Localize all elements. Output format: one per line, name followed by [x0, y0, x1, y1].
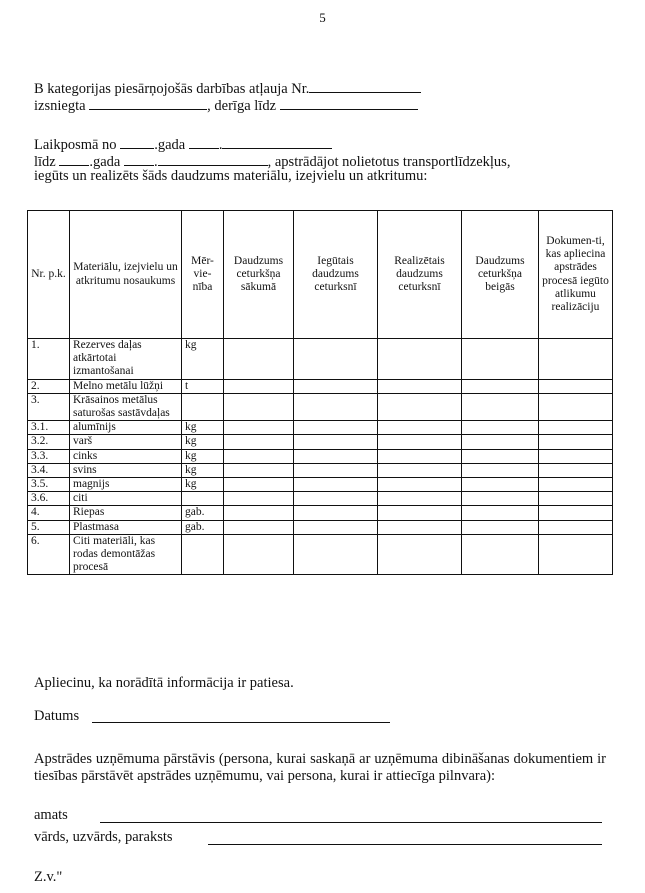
row-material-name: citi — [70, 492, 182, 506]
processing-text: , apstrādājot nolietotus transportlīdzekļus, — [267, 154, 511, 170]
row-material-name: Riepas — [70, 506, 182, 520]
row-nr: 3.6. — [28, 492, 70, 506]
row-sold-qty-cell[interactable] — [378, 478, 462, 492]
row-start-qty-cell[interactable] — [224, 435, 294, 449]
row-material-name: Plastmasa — [70, 520, 182, 534]
row-sold-qty-cell[interactable] — [378, 393, 462, 420]
row-documents-cell[interactable] — [539, 463, 613, 477]
row-end-qty-cell[interactable] — [462, 339, 539, 380]
row-obtained-qty-cell[interactable] — [294, 421, 378, 435]
row-unit — [182, 492, 224, 506]
row-end-qty-cell[interactable] — [462, 463, 539, 477]
name-signature-field[interactable] — [208, 844, 602, 845]
row-material-name: Melno metālu lūžņi — [70, 379, 182, 393]
col-header-documents: Dokumen-ti, kas apliecina apstrādes procesā iegūto atlikumu realizāciju — [539, 211, 613, 339]
valid-until-field[interactable] — [280, 95, 418, 110]
table-row — [28, 506, 613, 520]
row-obtained-qty-cell[interactable] — [294, 506, 378, 520]
row-material-name: varš — [70, 435, 182, 449]
table-row — [28, 379, 613, 393]
row-obtained-qty-cell[interactable] — [294, 463, 378, 477]
row-material-name: svins — [70, 463, 182, 477]
table-row — [28, 463, 613, 477]
col-header-unit: Mēr-vie-nība — [182, 211, 224, 339]
period-to-label: līdz — [34, 154, 56, 170]
row-unit — [182, 534, 224, 575]
row-unit: t — [182, 379, 224, 393]
to-day-field[interactable] — [124, 151, 154, 166]
table-row — [28, 520, 613, 534]
row-end-qty-cell[interactable] — [462, 478, 539, 492]
table-row — [28, 393, 613, 420]
row-obtained-qty-cell[interactable] — [294, 393, 378, 420]
row-start-qty-cell[interactable] — [224, 506, 294, 520]
name-signature-label: vārds, uzvārds, paraksts — [34, 829, 173, 845]
valid-until-label: , derīga līdz — [207, 98, 277, 114]
row-unit: kg — [182, 339, 224, 380]
row-obtained-qty-cell[interactable] — [294, 492, 378, 506]
row-documents-cell[interactable] — [539, 339, 613, 380]
row-end-qty-cell[interactable] — [462, 534, 539, 575]
row-start-qty-cell[interactable] — [224, 534, 294, 575]
row-nr: 6. — [28, 534, 70, 575]
materials-intro: iegūts un realizēts šāds daudzums materiālu, izejvielu un atkritumu: — [34, 168, 428, 184]
col-header-name: Materiālu, izejvielu un atkritumu nosaukums — [70, 211, 182, 339]
row-nr: 3.4. — [28, 463, 70, 477]
row-start-qty-cell[interactable] — [224, 379, 294, 393]
table-header-row — [28, 211, 613, 339]
col-header-sold-qty: Realizētais daudzums ceturksnī — [378, 211, 462, 339]
row-unit: kg — [182, 449, 224, 463]
position-label: amats — [34, 807, 68, 823]
date-label: Datums — [34, 708, 80, 724]
row-start-qty-cell[interactable] — [224, 520, 294, 534]
issued-date-field[interactable] — [89, 95, 207, 110]
from-dot: . — [218, 137, 223, 153]
row-material-name: cinks — [70, 449, 182, 463]
table-row — [28, 421, 613, 435]
row-material-name: alumīnijs — [70, 421, 182, 435]
certify-statement: Apliecinu, ka norādītā informācija ir patiesa. — [34, 675, 294, 691]
table-row — [28, 449, 613, 463]
date-field[interactable] — [92, 722, 390, 723]
row-end-qty-cell[interactable] — [462, 435, 539, 449]
from-day-field[interactable] — [189, 134, 219, 149]
row-nr: 3.5. — [28, 478, 70, 492]
row-documents-cell[interactable] — [539, 506, 613, 520]
row-obtained-qty-cell[interactable] — [294, 520, 378, 534]
permit-label: B kategorijas piesārņojošās darbības atļauja Nr. — [34, 81, 310, 97]
permit-number-field[interactable] — [309, 78, 421, 93]
materials-table — [27, 210, 613, 575]
col-header-start-qty: Daudzums ceturkšņa sākumā — [224, 211, 294, 339]
row-documents-cell[interactable] — [539, 534, 613, 575]
row-start-qty-cell[interactable] — [224, 492, 294, 506]
row-nr: 3.1. — [28, 421, 70, 435]
from-year-field[interactable] — [120, 134, 154, 149]
issued-line — [34, 95, 418, 115]
col-header-obtained-qty: Iegūtais daudzums ceturksnī — [294, 211, 378, 339]
row-unit: gab. — [182, 506, 224, 520]
row-end-qty-cell[interactable] — [462, 506, 539, 520]
table-row — [28, 492, 613, 506]
row-sold-qty-cell[interactable] — [378, 449, 462, 463]
row-nr: 1. — [28, 339, 70, 380]
row-unit: kg — [182, 478, 224, 492]
table-row — [28, 435, 613, 449]
position-field[interactable] — [100, 822, 602, 823]
row-sold-qty-cell[interactable] — [378, 506, 462, 520]
row-sold-qty-cell[interactable] — [378, 421, 462, 435]
row-material-name: Rezerves daļas atkārtotai izmantošanai — [70, 339, 182, 380]
row-documents-cell[interactable] — [539, 435, 613, 449]
row-nr: 2. — [28, 379, 70, 393]
seal-placeholder: Z.v." — [34, 869, 63, 885]
row-start-qty-cell[interactable] — [224, 478, 294, 492]
row-obtained-qty-cell[interactable] — [294, 449, 378, 463]
row-nr: 3.2. — [28, 435, 70, 449]
row-end-qty-cell[interactable] — [462, 393, 539, 420]
row-documents-cell[interactable] — [539, 379, 613, 393]
table-row — [28, 478, 613, 492]
row-unit: kg — [182, 435, 224, 449]
col-header-nr: Nr. p.k. — [28, 211, 70, 339]
date-line — [34, 708, 79, 725]
row-start-qty-cell[interactable] — [224, 449, 294, 463]
row-material-name: magnijs — [70, 478, 182, 492]
row-start-qty-cell[interactable] — [224, 393, 294, 420]
row-nr: 4. — [28, 506, 70, 520]
issued-label: izsniegta — [34, 98, 86, 114]
row-sold-qty-cell[interactable] — [378, 492, 462, 506]
row-sold-qty-cell[interactable] — [378, 534, 462, 575]
page-number: 5 — [319, 10, 326, 25]
row-nr: 3.3. — [28, 449, 70, 463]
row-documents-cell[interactable] — [539, 393, 613, 420]
row-unit: kg — [182, 463, 224, 477]
row-sold-qty-cell[interactable] — [378, 379, 462, 393]
row-documents-cell[interactable] — [539, 478, 613, 492]
representative-text: Apstrādes uzņēmuma pārstāvis (persona, kurai saskaņā ar uzņēmuma dibināšanas dokumentiem ir tiesības pārstāvēt apstrādes uzņēmumu, vai persona, kurai ir attiecīga pilnvara): — [34, 751, 606, 784]
row-sold-qty-cell[interactable] — [378, 463, 462, 477]
to-year-field[interactable] — [59, 151, 89, 166]
row-end-qty-cell[interactable] — [462, 492, 539, 506]
row-end-qty-cell[interactable] — [462, 379, 539, 393]
row-obtained-qty-cell[interactable] — [294, 435, 378, 449]
row-obtained-qty-cell[interactable] — [294, 534, 378, 575]
from-month-field[interactable] — [222, 134, 332, 149]
row-sold-qty-cell[interactable] — [378, 520, 462, 534]
to-year-suffix: .gada — [89, 154, 121, 170]
row-end-qty-cell[interactable] — [462, 520, 539, 534]
row-unit: gab. — [182, 520, 224, 534]
row-sold-qty-cell[interactable] — [378, 435, 462, 449]
row-material-name: Citi materiāli, kas rodas demontāžas procesā — [70, 534, 182, 575]
row-documents-cell[interactable] — [539, 492, 613, 506]
row-nr: 5. — [28, 520, 70, 534]
period-from-label: Laikposmā no — [34, 137, 117, 153]
col-header-end-qty: Daudzums ceturkšņa beigās — [462, 211, 539, 339]
table-row — [28, 339, 613, 380]
row-unit — [182, 393, 224, 420]
from-year-suffix: .gada — [154, 137, 186, 153]
row-unit: kg — [182, 421, 224, 435]
row-documents-cell[interactable] — [539, 421, 613, 435]
row-start-qty-cell[interactable] — [224, 421, 294, 435]
row-obtained-qty-cell[interactable] — [294, 339, 378, 380]
row-nr: 3. — [28, 393, 70, 420]
row-end-qty-cell[interactable] — [462, 421, 539, 435]
row-obtained-qty-cell[interactable] — [294, 379, 378, 393]
to-dot: . — [154, 154, 158, 170]
to-month-field[interactable] — [158, 151, 268, 166]
row-documents-cell[interactable] — [539, 520, 613, 534]
row-documents-cell[interactable] — [539, 449, 613, 463]
row-start-qty-cell[interactable] — [224, 463, 294, 477]
row-end-qty-cell[interactable] — [462, 449, 539, 463]
table-row — [28, 534, 613, 575]
row-obtained-qty-cell[interactable] — [294, 478, 378, 492]
row-start-qty-cell[interactable] — [224, 339, 294, 380]
row-material-name: Krāsainos metālus saturošas sastāvdaļas — [70, 393, 182, 420]
row-sold-qty-cell[interactable] — [378, 339, 462, 380]
